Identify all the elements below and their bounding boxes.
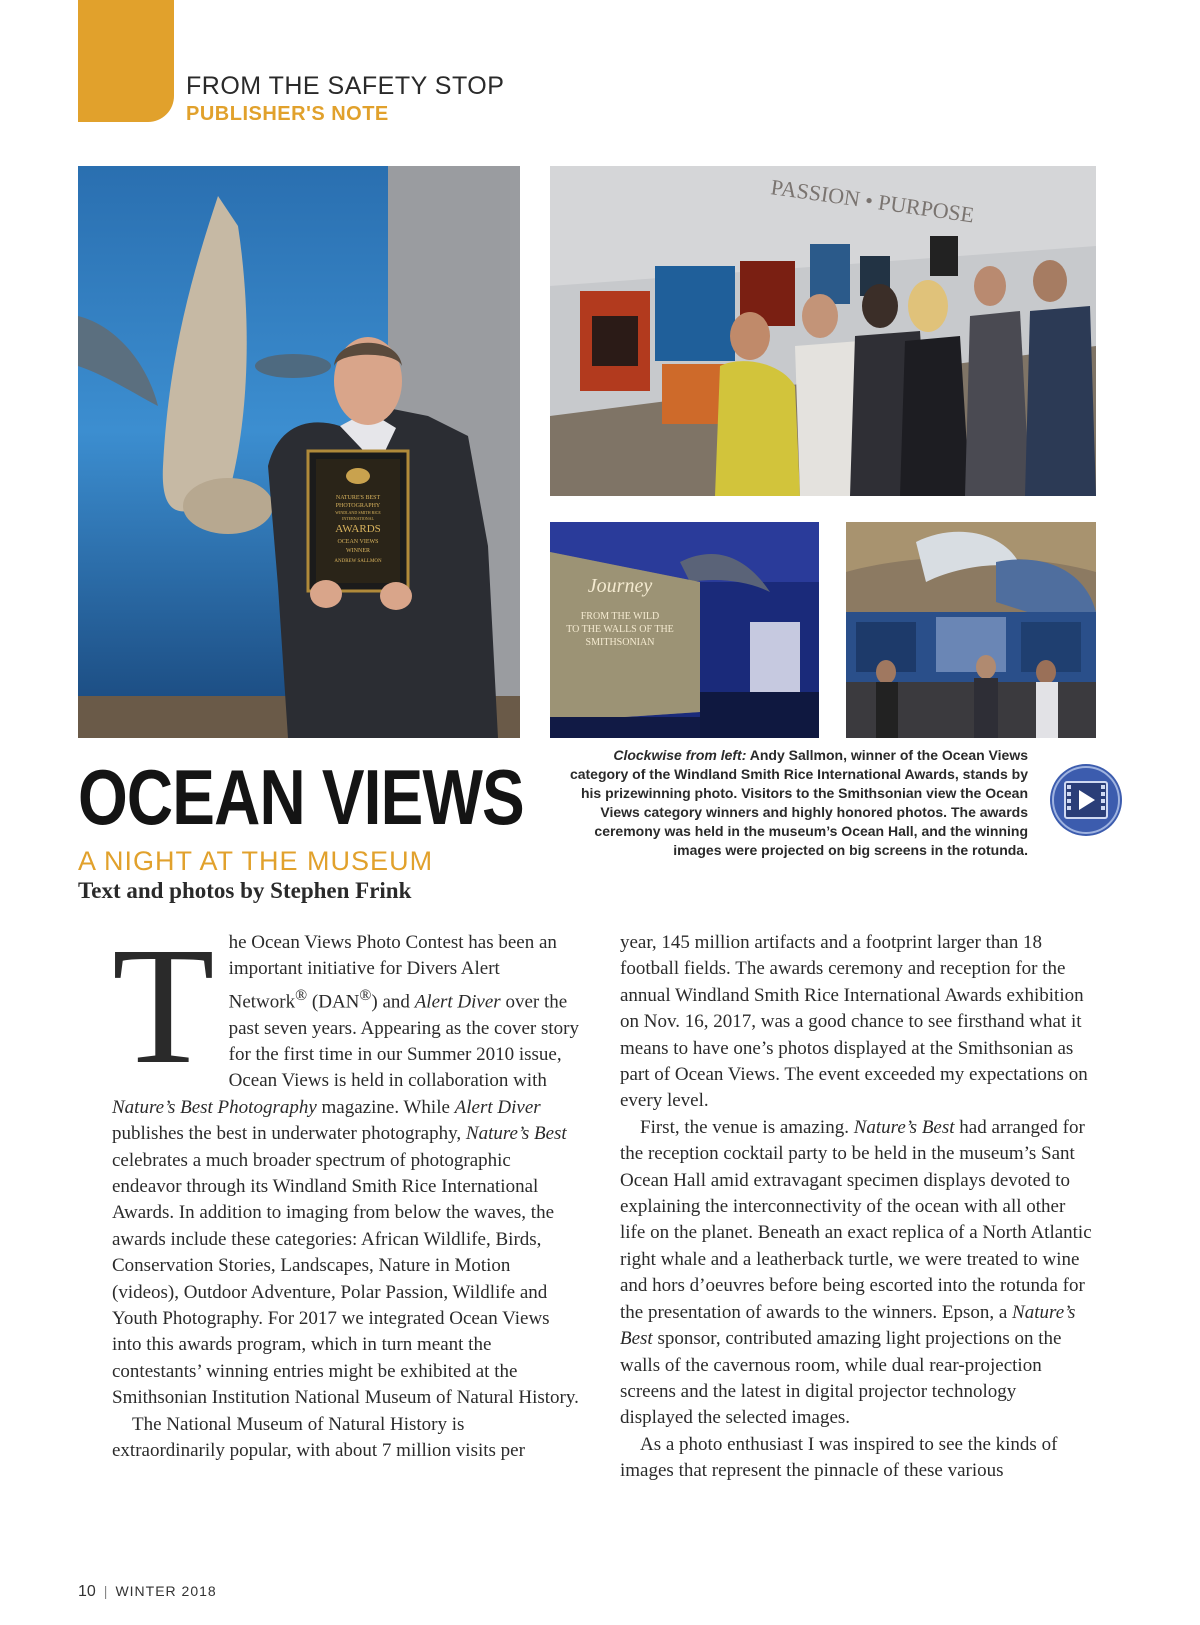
caption-lead: Clockwise from left: [613,747,747,763]
section-title: FROM THE SAFETY STOP [186,72,505,100]
paragraph: First, the venue is amazing. Nature’s Best had arranged for the reception cocktail party to be held in the museum’s Sant Ocean Hall amid extravagant specimen displays devoted to explaining the interconnectivity of the ocean with all other life on the planet. Beneath an exact replica of a North Atlantic right whale and a leatherback turtle, we were treated to wine and hors d’oeuvres before being escorted into the rotunda for the presentation of awards to the winners. Epson, a Nature’s Best sponsor, contributed amazing light projections on the walls of the cavernous room, while dual rear-projection screens and the latest in digital projector technology displayed the selected images. [620,1116,1092,1429]
winner-photo [78,166,520,738]
gallery-visitors-photo [550,166,1096,496]
issue-label: WINTER 2018 [115,1583,217,1599]
rotunda-screen-photo [550,522,819,738]
svg-text:OCEAN VIEWS: OCEAN VIEWS [337,539,379,545]
paragraph: The Ocean Views Photo Contest has been an important initiative for Divers Alert Network® (DAN®) and Alert Diver over the past seven years. Appearing as the cover story for the first time in our Summer 2010 issue, Ocean Views is held in collaboration with Nature’s Best Photography magazine. While Alert Diver publishes the best in underwater photography, Nature’s Best celebrates a much broader spectrum of photographic endeavor through its Windland Smith Rice International Awards. In addition to imaging from below the waves, the awards include these categories: African Wildlife, Birds, Conservation Stories, Landscapes, Nature in Motion (videos), Outdoor Adventure, Polar Passion, Wildlife and Youth Photography. For 2017 we integrated Ocean Views into this awards program, which in turn meant the contestants’ winning entries might be exhibited at the Smithsonian Institution National Museum of Natural History. [112,913,579,1409]
svg-text:AWARDS: AWARDS [335,523,381,535]
svg-text:TO THE WALLS OF THE: TO THE WALLS OF THE [566,624,674,635]
svg-text:FROM THE WILD: FROM THE WILD [580,611,660,622]
play-video-button[interactable] [1048,762,1124,838]
page-number: 10 [78,1583,96,1600]
article-title: OCEAN VIEWS [78,753,524,841]
svg-text:PHOTOGRAPHY: PHOTOGRAPHY [335,503,381,509]
drop-cap: T [112,913,215,1099]
play-video-icon [1048,762,1124,838]
plaque-text: NATURE'S BEST [335,495,381,501]
svg-text:INTERNATIONAL: INTERNATIONAL [342,516,374,521]
photo-caption [552,746,1028,860]
svg-text:WINNER: WINNER [346,548,370,554]
svg-text:WINDLAND SMITH RICE: WINDLAND SMITH RICE [335,510,381,515]
caption-text: Andy Sallmon, winner of the Ocean Views category of the Windland Smith Rice International Awards, stands by his prizewinning photo. Visitors to the Smithsonian view the Ocean Views category winners and highly honored photos. The awards ceremony was held in the museum’s Ocean Hall, and the winning images were projected on big screens in the rotunda. [569,747,1028,858]
paragraph: As a photo enthusiast I was inspired to see the kinds of images that represent the pinnacle of these various [620,1433,1058,1482]
article-subtitle: A NIGHT AT THE MUSEUM [78,846,434,876]
wall-lettering: PASSION • PURPOSE [769,174,976,228]
article-column-left [112,913,582,1464]
section-subtitle: PUBLISHER'S NOTE [186,103,389,125]
byline: Text and photos by Stephen Frink [78,878,412,903]
screen-title: Journey [587,575,653,597]
section-tab [78,0,174,122]
ocean-hall-photo [846,522,1096,738]
footer-separator: | [103,1583,108,1599]
paragraph: The National Museum of Natural History is extraordinarily popular, with about 7 million visits per [112,1413,525,1462]
svg-text:ANDREW SALLMON: ANDREW SALLMON [334,559,382,564]
svg-text:SMITHSONIAN: SMITHSONIAN [585,637,655,648]
page-footer [78,1583,217,1601]
paragraph: year, 145 million artifacts and a footprint larger than 18 football fields. The awards ceremony and reception for the annual Windland Smith Rice International Awards exhibition on Nov. 16, 2017, was a good chance to see firsthand what it means to have one’s photos displayed at the Smithsonian as part of Ocean Views. The event exceeded my expectations on every level. [620,932,1088,1112]
article-column-right [620,930,1092,1485]
